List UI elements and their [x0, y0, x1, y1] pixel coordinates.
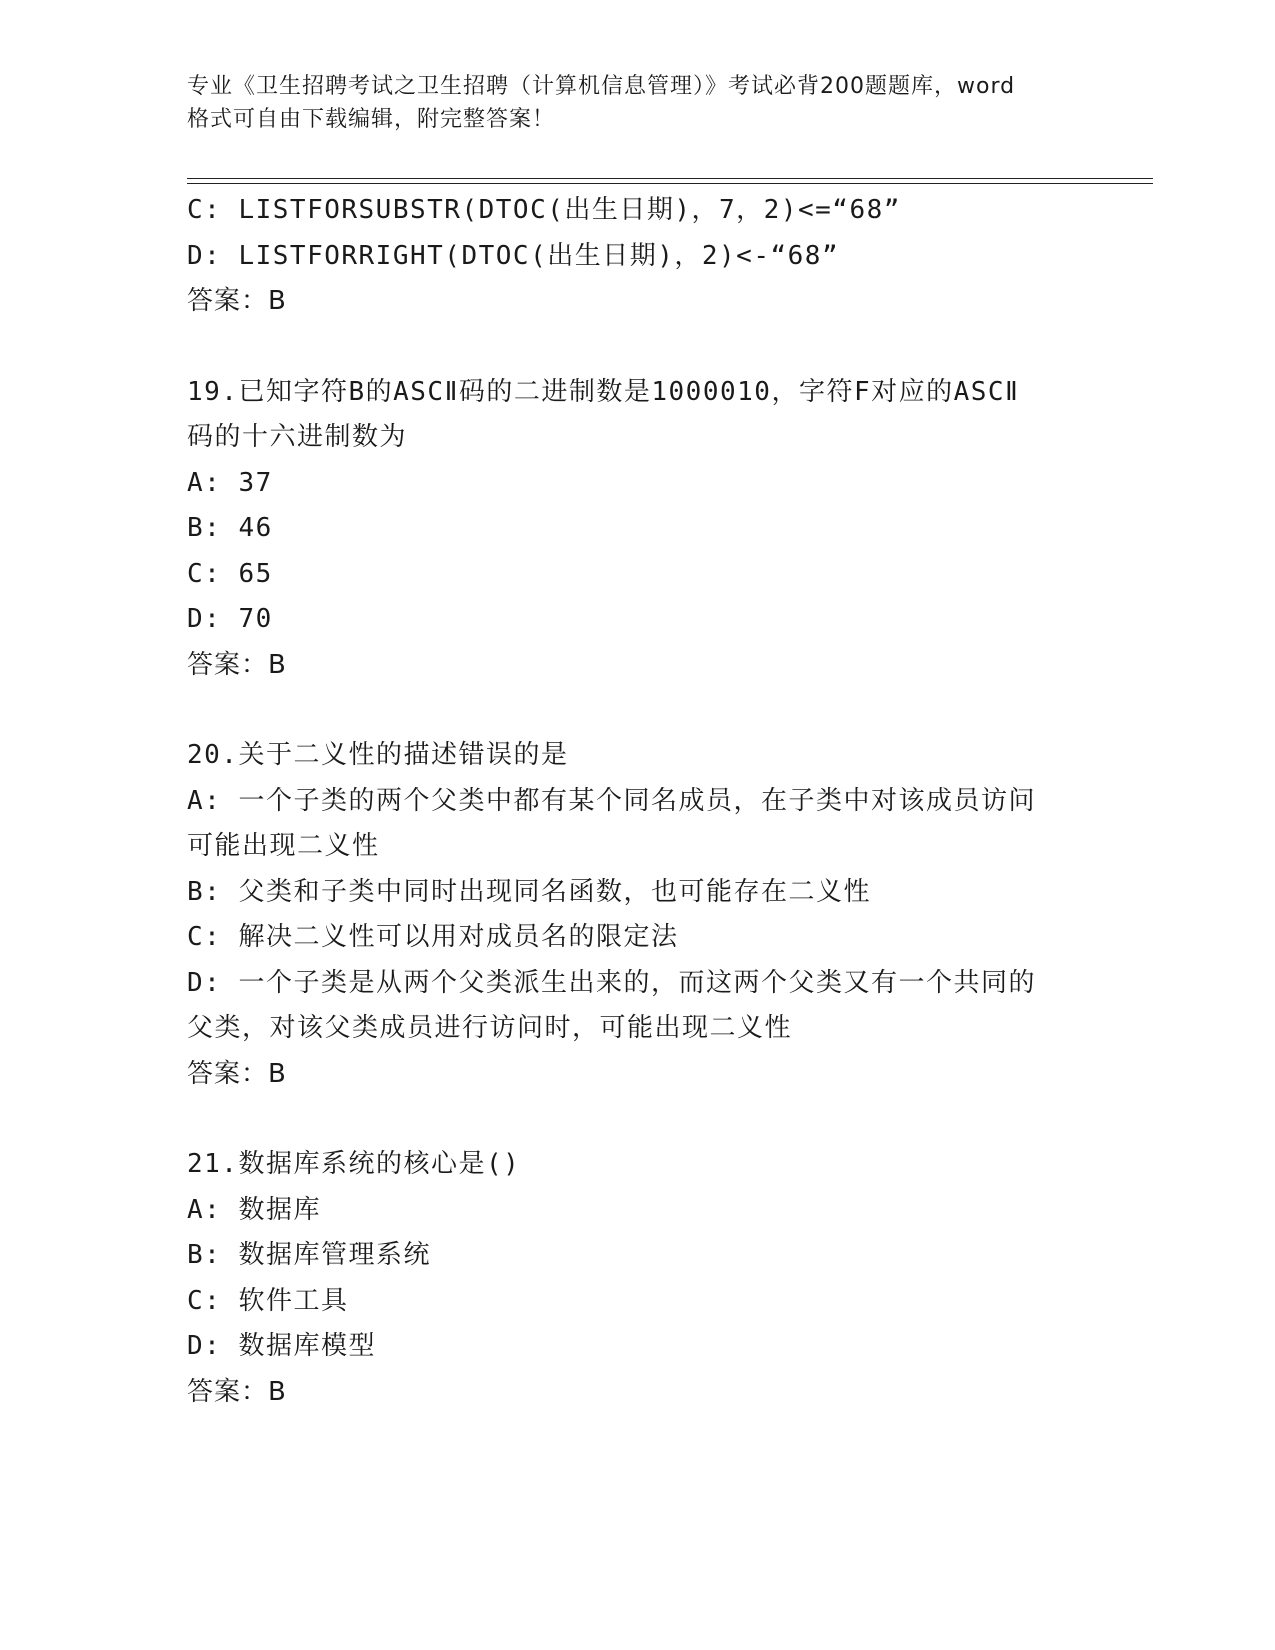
option-a: A: 37 [187, 467, 273, 498]
option-a-line-2: 可能出现二义性 [187, 831, 380, 861]
header-title-line-2: 格式可自由下载编辑，附完整答案！ [187, 107, 556, 132]
spacer [187, 688, 1087, 733]
question-20 [187, 733, 1087, 1097]
option-c: C: 65 [187, 558, 273, 589]
answer-label: 答案：B [187, 286, 287, 316]
spacer [187, 1097, 1087, 1142]
option-c: C: 软件工具 [187, 1285, 349, 1316]
option-b: B: 数据库管理系统 [187, 1240, 431, 1270]
question-stem-line-1: 19.已知字符B的ASCⅡ码的二进制数是1000010，字符F对应的ASCⅡ [187, 376, 1020, 407]
question-stem: 21.数据库系统的核心是() [187, 1149, 521, 1179]
question-18-continued [187, 188, 1087, 325]
header-title-line-1: 专业《卫生招聘考试之卫生招聘（计算机信息管理）》考试必背200题题库，word [187, 74, 1016, 99]
question-stem-line-2: 码的十六进制数为 [187, 422, 408, 452]
option-b: B: 46 [187, 513, 273, 543]
header-divider-top [187, 178, 1153, 179]
option-d: D: 数据库模型 [187, 1331, 376, 1361]
option-b: B: 父类和子类中同时出现同名函数，也可能存在二义性 [187, 876, 871, 907]
option-d: D: LISTFORRIGHT(DTOC(出生日期)，2)<-“68” [187, 240, 840, 271]
question-19 [187, 370, 1087, 689]
question-21 [187, 1142, 1087, 1415]
answer-label: 答案：B [187, 1058, 287, 1089]
document-header [187, 70, 1087, 136]
option-c: C: LISTFORSUBSTR(DTOC(出生日期)，7，2)<=“68” [187, 195, 901, 225]
question-stem: 20.关于二义性的描述错误的是 [187, 740, 569, 770]
spacer [187, 325, 1087, 370]
option-d-line-1: D: 一个子类是从两个父类派生出来的，而这两个父类又有一个共同的 [187, 967, 1036, 998]
option-a: A: 数据库 [187, 1194, 321, 1225]
answer-label: 答案：B [187, 649, 287, 680]
question-list [187, 188, 1087, 1415]
option-d: D: 70 [187, 604, 273, 634]
answer-label: 答案：B [187, 1376, 287, 1407]
header-divider-bottom [187, 183, 1153, 184]
option-d-line-2: 父类，对该父类成员进行访问时，可能出现二义性 [187, 1013, 793, 1043]
option-c: C: 解决二义性可以用对成员名的限定法 [187, 922, 679, 952]
option-a-line-1: A: 一个子类的两个父类中都有某个同名成员，在子类中对该成员访问 [187, 785, 1036, 816]
